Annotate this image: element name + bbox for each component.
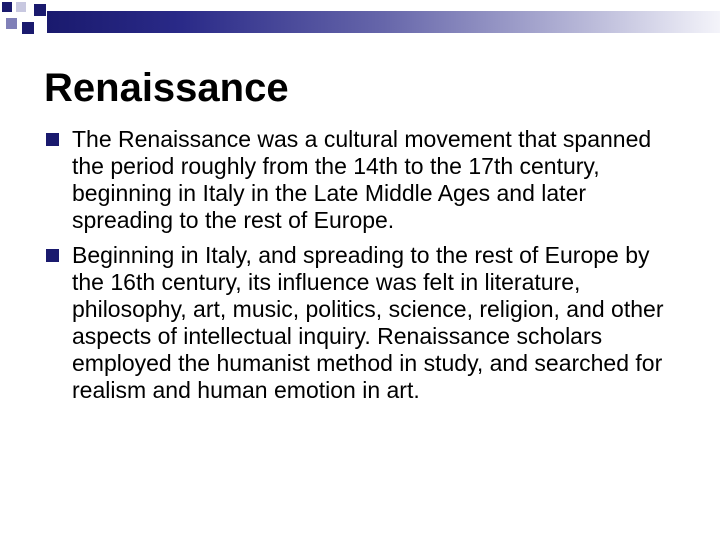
square-bullet-icon [46,133,59,146]
decor-square-dark [22,22,34,34]
decor-square-mid [6,18,17,29]
decor-square-dark [2,2,12,12]
bullet-list [44,126,684,412]
bullet-text: The Renaissance was a cultural movement that spanned the period roughly from the 14th to the 17th century, beginning in Italy in the Late Middle Ages and later spreading to the rest of Europe. [72,126,652,233]
bullet-item [44,126,684,234]
header-decoration [0,0,720,34]
square-bullet-icon [46,249,59,262]
bullet-text: Beginning in Italy, and spreading to the rest of Europe by the 16th century, its influence was felt in literature, philosophy, art, music, politics, science, religion, and other aspects of intellectual inquiry. Renaissance scholars employed the humanist method in study, and searched for realism and human emotion in art. [72,242,664,403]
decor-square-dark [34,4,46,16]
decor-square-light [16,2,26,12]
header-gradient-bar [47,11,720,33]
bullet-item [44,242,684,404]
slide-title: Renaissance [44,66,289,110]
